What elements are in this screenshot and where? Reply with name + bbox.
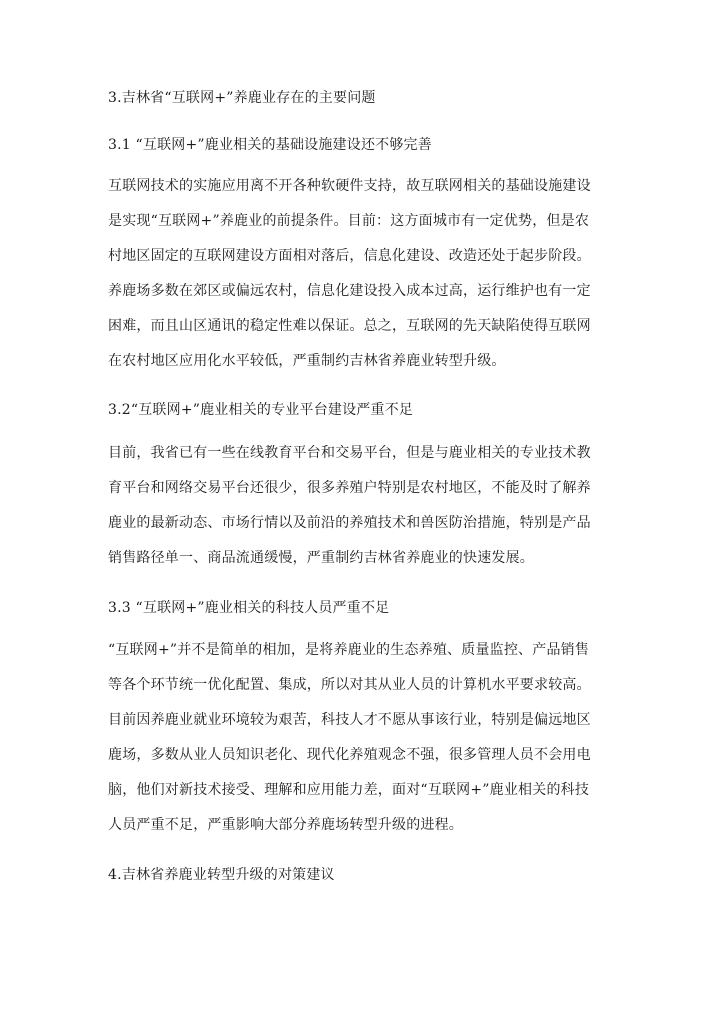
- paragraph-line: 销售路径单一、商品流通缓慢，严重制约吉林省养鹿业的快速发展。: [108, 550, 534, 566]
- paragraph-line: 目前因养鹿业就业环境较为艰苦，科技人才不愿从事该行业，特别是偏远地区: [108, 712, 591, 728]
- paragraph-line: 人员严重不足，严重影响大部分养鹿场转型升级的进程。: [108, 817, 463, 833]
- paragraph-line: “互联网+”并不是简单的相加，是将养鹿业的生态养殖、质量监控、产品销售: [108, 642, 590, 658]
- paragraph-line: 养鹿场多数在郊区或偏远农村，信息化建设投入成本过高，运行维护也有一定: [108, 283, 591, 299]
- paragraph-line: 鹿业的最新动态、市场行情以及前沿的养殖技术和兽医防治措施，特别是产品: [108, 515, 591, 531]
- section-heading-3: 3.吉林省“互联网+”养鹿业存在的主要问题: [108, 90, 376, 106]
- paragraph-line: 村地区固定的互联网建设方面相对落后，信息化建设、改造还处于起步阶段。: [108, 248, 591, 264]
- paragraph-line: 育平台和网络交易平台还很少，很多养殖户特别是农村地区，不能及时了解养: [108, 480, 591, 496]
- subsection-heading-3-3: 3.3 “互联网+”鹿业相关的科技人员严重不足: [108, 600, 390, 616]
- paragraph-line: 是实现“互联网+”养鹿业的前提条件。目前：这方面城市有一定优势，但是农: [108, 213, 590, 229]
- paragraph-line: 互联网技术的实施应用离不开各种软硬件支持，故互联网相关的基础设施建设: [108, 178, 591, 194]
- paragraph-line: 在农村地区应用化水平较低，严重制约吉林省养鹿业转型升级。: [108, 353, 506, 369]
- paragraph-line: 目前，我省已有一些在线教育平台和交易平台，但是与鹿业相关的专业技术教: [108, 445, 591, 461]
- paragraph-line: 等各个环节统一优化配置、集成，所以对其从业人员的计算机水平要求较高。: [108, 677, 591, 693]
- paragraph-line: 脑，他们对新技术接受、理解和应用能力差，面对“互联网+”鹿业相关的科技: [108, 782, 590, 798]
- subsection-heading-3-2: 3.2“互联网+”鹿业相关的专业平台建设严重不足: [108, 402, 414, 418]
- paragraph-line: 鹿场，多数从业人员知识老化、现代化养殖观念不强，很多管理人员不会用电: [108, 747, 591, 763]
- section-heading-4: 4.吉林省养鹿业转型升级的对策建议: [108, 867, 335, 883]
- paragraph-line: 困难，而且山区通讯的稳定性难以保证。总之，互联网的先天缺陷使得互联网: [108, 318, 591, 334]
- subsection-heading-3-1: 3.1 “互联网+”鹿业相关的基础设施建设还不够完善: [108, 137, 432, 153]
